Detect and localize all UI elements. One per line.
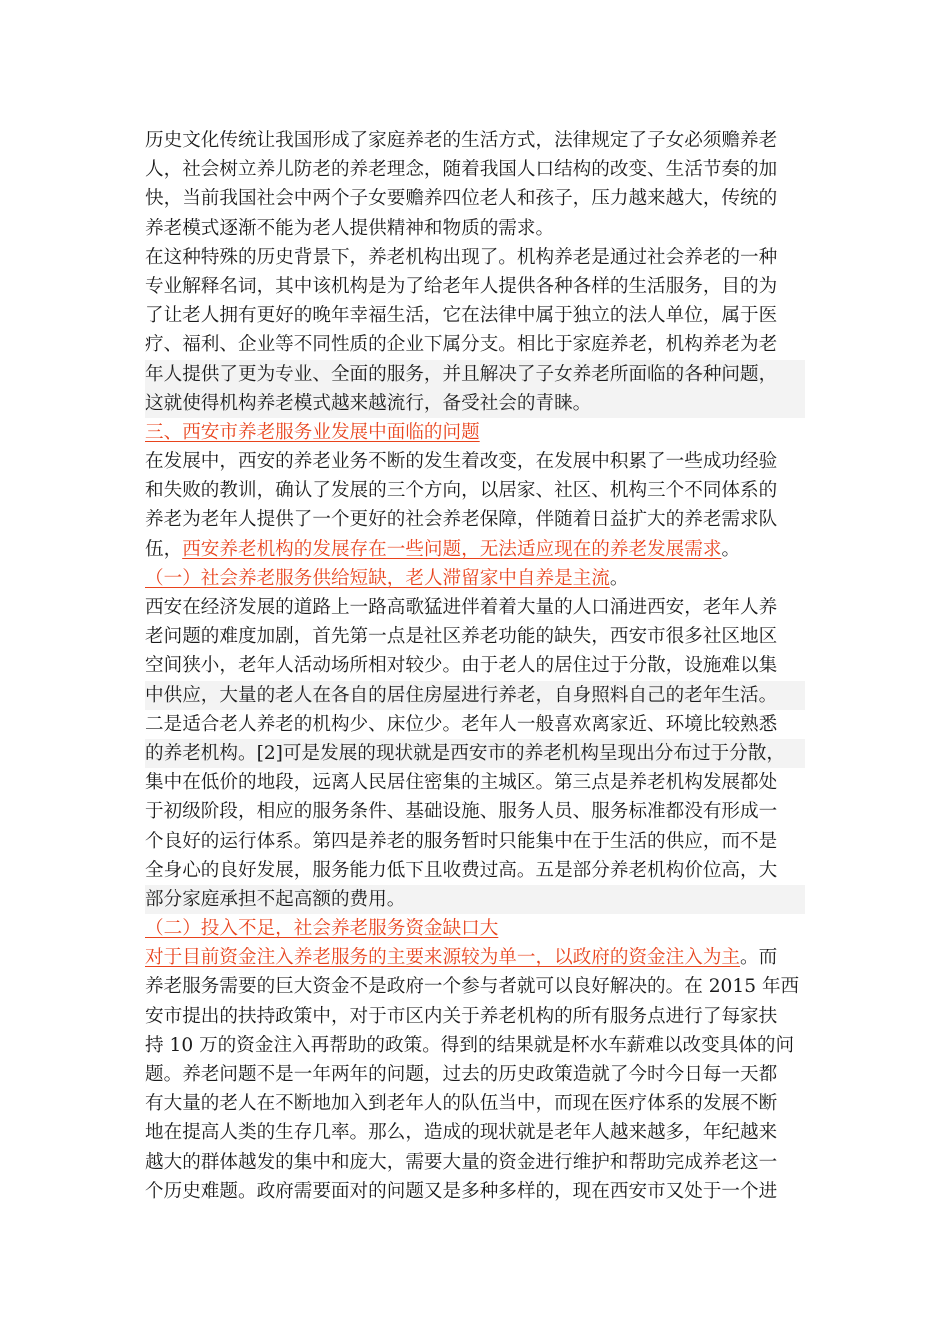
text-fragment: 伍， <box>145 538 183 560</box>
paragraph-development <box>145 447 805 564</box>
paragraph-family-pension <box>145 126 805 243</box>
text-line: 养老服务需要的巨大资金不是政府一个参与者就可以良好解决的。在 2015 年西 <box>145 976 800 998</box>
text-line: 于初级阶段，相应的服务条件、基础设施、服务人员、服务标准都没有形成一 <box>145 801 778 823</box>
text-fragment: 。 <box>609 567 629 589</box>
subheading-supply-shortage <box>145 564 805 593</box>
text-line: 在发展中，西安的养老业务不断的发生着改变，在发展中积累了一些成功经验 <box>145 451 778 473</box>
paragraph-institutional-pension <box>145 243 805 418</box>
text-line: 空间狭小，老年人活动场所相对较少。由于老人的居住过于分散，设施难以集 <box>145 655 778 677</box>
section-heading-text: 三、西安市养老服务业发展中面临的问题 <box>145 421 480 443</box>
text-line: 西安在经济发展的道路上一路高歌猛进伴着着大量的人口涌进西安，老年人养 <box>145 597 778 618</box>
subheading-text: （二）投入不足，社会养老服务资金缺口大 <box>145 918 499 940</box>
text-line: 安市提出的扶持政策中，对于市区内关于养老机构的所有服务点进行了每家扶 <box>145 1005 778 1027</box>
text-line: 疗、福利、企业等不同性质的企业下属分支。相比于家庭养老，机构养老为老 <box>145 334 778 356</box>
text-line-mixed <box>145 535 805 564</box>
text-line: 集中在低价的地段，远离人民居住密集的主城区。第三点是养老机构发展都处 <box>145 772 778 794</box>
text-line: 二是适合老人养老的机构少、床位少。老年人一般喜欢离家近、环境比较熟悉 <box>145 713 778 735</box>
text-line: 历史文化传统让我国形成了家庭养老的生活方式，法律规定了子女必须赡养老 <box>145 130 778 151</box>
paragraph-supply-shortage <box>145 593 805 914</box>
text-line: 地在提高人类的生存几率。那么，造成的现状就是老年人越来越多，年纪越来 <box>145 1122 778 1144</box>
text-line: 的养老机构。[2]可是发展的现状就是西安市的养老机构呈现出分布过于分散， <box>145 739 805 768</box>
text-line-mixed <box>145 943 805 972</box>
text-line: 人，社会树立养儿防老的养老理念，随着我国人口结构的改变、生活节奏的加 <box>145 159 778 181</box>
text-fragment: 。而 <box>740 947 778 969</box>
text-line: 部分家庭承担不起高额的费用。 <box>145 885 805 914</box>
text-line: 年人提供了更为专业、全面的服务，并且解决了子女养老所面临的各种问题， <box>145 360 805 389</box>
text-line: 了让老人拥有更好的晚年幸福生活，它在法律中属于独立的法人单位，属于医 <box>145 305 778 327</box>
text-fragment: 。 <box>721 538 741 560</box>
subheading-funding-gap <box>145 914 805 943</box>
text-line: 在这种特殊的历史背景下，养老机构出现了。机构养老是通过社会养老的一种 <box>145 246 778 268</box>
text-line: 个历史难题。政府需要面对的问题又是多种多样的，现在西安市又处于一个进 <box>145 1180 778 1202</box>
text-line: 中供应，大量的老人在各自的居住房屋进行养老，自身照料自己的老年生活。 <box>145 681 805 710</box>
text-line: 个良好的运行体系。第四是养老的服务暂时只能集中在于生活的供应，而不是 <box>145 830 778 852</box>
text-line: 有大量的老人在不断地加入到老年人的队伍当中，而现在医疗体系的发展不断 <box>145 1093 778 1115</box>
section-heading-problems <box>145 418 805 447</box>
highlighted-text: 西安养老机构的发展存在一些问题，无法适应现在的养老发展需求 <box>182 538 722 560</box>
document-page <box>145 126 805 1206</box>
text-line: 专业解释名词，其中该机构是为了给老年人提供各种各样的生活服务，目的为 <box>145 275 778 297</box>
text-line: 全身心的良好发展，服务能力低下且收费过高。五是部分养老机构价位高，大 <box>145 859 778 881</box>
text-line: 快，当前我国社会中两个子女要赡养四位老人和孩子，压力越来越大，传统的 <box>145 188 778 210</box>
text-line: 题。养老问题不是一年两年的问题，过去的历史政策造就了今时今日每一天都 <box>145 1064 778 1085</box>
highlighted-text: 对于目前资金注入养老服务的主要来源较为单一，以政府的资金注入为主 <box>145 947 741 969</box>
text-line: 老问题的难度加剧，首先第一点是社区养老功能的缺失，西安市很多社区地区 <box>145 626 778 648</box>
subheading-text: （一）社会养老服务供给短缺，老人滞留家中自养是主流 <box>145 567 610 589</box>
text-line: 养老为老年人提供了一个更好的社会养老保障，伴随着日益扩大的养老需求队 <box>145 509 778 531</box>
text-line: 持 10 万的资金注入再帮助的政策。得到的结果就是杯水车薪难以改变具体的问 <box>145 1034 795 1056</box>
text-line: 这就使得机构养老模式越来越流行，备受社会的青睐。 <box>145 389 805 418</box>
text-line: 越大的群体越发的集中和庞大，需要大量的资金进行维护和帮助完成养老这一 <box>145 1151 778 1173</box>
paragraph-funding-gap <box>145 943 805 1206</box>
text-line: 和失败的教训，确认了发展的三个方向，以居家、社区、机构三个不同体系的 <box>145 480 778 502</box>
text-line: 养老模式逐渐不能为老人提供精神和物质的需求。 <box>145 217 555 239</box>
